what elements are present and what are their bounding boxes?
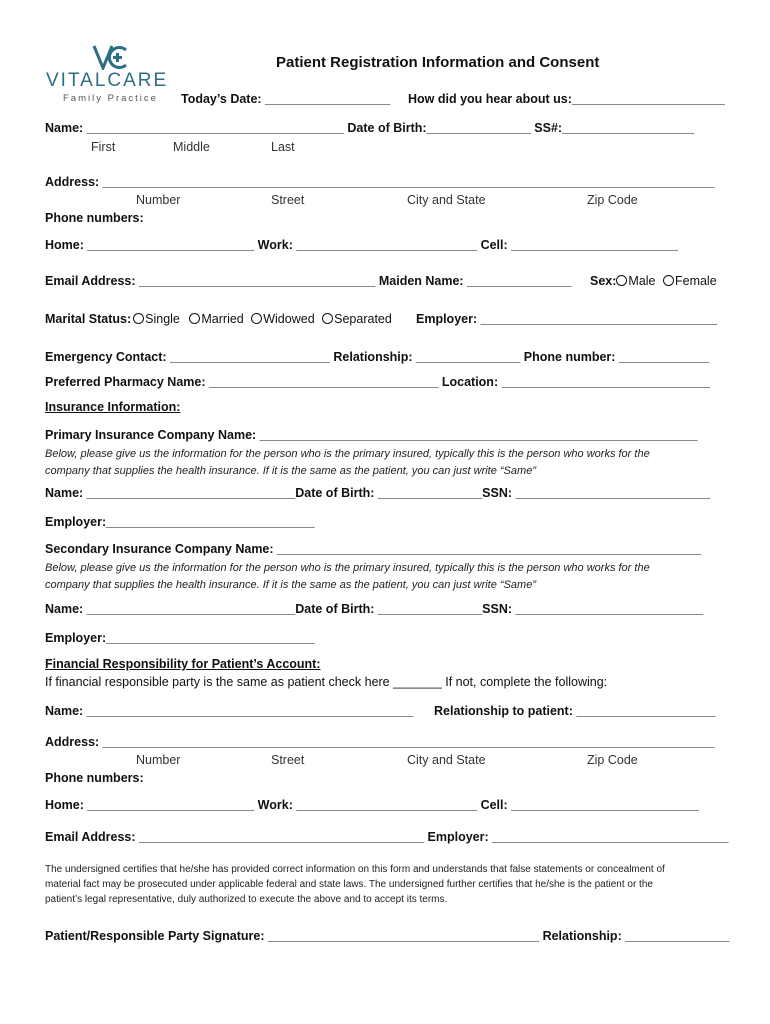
sublabel-street: Street [271, 193, 305, 207]
marital-single-label: Single [145, 312, 180, 326]
sex-label: Sex: [590, 274, 617, 288]
emergency-contact-field[interactable]: Emergency Contact: _______________________ Relationship: _______________ Phone number: _____________ [45, 350, 710, 364]
responsible-email-employer-field[interactable]: Email Address: _________________________________________ Employer: __________________________________ [45, 830, 729, 844]
primary-insured-note-2: company that supplies the health insurance. If it is the same as the patient, you can just write “Same” [45, 465, 536, 477]
logo-brand: VITALCARE [46, 70, 169, 91]
patient-name-dob-ss-field[interactable]: Name: _____________________________________ Date of Birth:_______________ SS#:___________________ [45, 121, 695, 135]
sex-female-radio[interactable] [663, 275, 674, 286]
marital-status-group [45, 312, 392, 326]
resp-sublabel-zip: Zip Code [587, 753, 638, 767]
secondary-insured-note-2: company that supplies the health insurance. If it is the same as the patient, you can just write “Same” [45, 579, 536, 591]
logo-tagline: Family Practice [63, 93, 158, 104]
employer-field[interactable]: Employer: __________________________________ [416, 312, 717, 326]
sex-male-radio[interactable] [616, 275, 627, 286]
sex-female-label: Female [674, 274, 717, 288]
page-title: Patient Registration Information and Consent [276, 54, 600, 71]
responsible-address-field[interactable]: Address: ________________________________________________________________________________________ [45, 735, 715, 749]
resp-sublabel-street: Street [271, 753, 305, 767]
primary-insured-employer-field[interactable]: Employer:______________________________ [45, 515, 315, 529]
sublabel-zip: Zip Code [587, 193, 638, 207]
primary-insured-note-1: Below, please give us the information for the person who is the primary insured, typically this is the person who works for the [45, 448, 650, 460]
resp-sublabel-city-state: City and State [407, 753, 486, 767]
heard-about-field[interactable]: How did you hear about us:______________________ [408, 92, 725, 106]
responsible-phones-field[interactable]: Home: ________________________ Work: __________________________ Cell: ___________________________ [45, 798, 699, 812]
marital-widowed-label: Widowed [263, 312, 315, 326]
primary-insured-name-field[interactable]: Name: ______________________________Date of Birth: _______________SSN: ____________________________ [45, 486, 711, 500]
primary-insurance-field[interactable]: Primary Insurance Company Name: _______________________________________________________________ [45, 428, 698, 442]
phone-numbers-label: Phone numbers: [45, 211, 144, 225]
secondary-insured-name-field[interactable]: Name: ______________________________Date of Birth: _______________SSN: ___________________________ [45, 602, 704, 616]
financial-intro[interactable]: If financial responsible party is the same as patient check here _______ If not, complete the following: [45, 675, 608, 689]
marital-separated-label: Separated [334, 312, 392, 326]
consent-line-3: patient’s legal representative, duly authorized to execute the above and to accept its terms. [45, 894, 448, 905]
secondary-insured-note-1: Below, please give us the information for the person who is the primary insured, typically this is the person who works for the [45, 562, 650, 574]
financial-heading: Financial Responsibility for Patient’s Account: [45, 657, 321, 671]
patient-phones-field[interactable]: Home: ________________________ Work: __________________________ Cell: ________________________ [45, 238, 678, 252]
sublabel-number: Number [136, 193, 181, 207]
secondary-insured-employer-field[interactable]: Employer:______________________________ [45, 631, 315, 645]
sublabel-city-state: City and State [407, 193, 486, 207]
marital-widowed-radio[interactable] [251, 313, 262, 324]
sublabel-first: First [91, 140, 116, 154]
sex-male-label: Male [628, 274, 656, 288]
resp-sublabel-number: Number [136, 753, 181, 767]
marital-single-radio[interactable] [133, 313, 144, 324]
todays-date-field[interactable]: Today’s Date: __________________ [181, 92, 391, 106]
insurance-heading: Insurance Information: [45, 400, 181, 414]
relationship-to-patient-field[interactable]: Relationship to patient: ____________________ [434, 704, 716, 718]
sex-group [590, 274, 717, 288]
marital-status-label: Marital Status: [45, 312, 132, 326]
pharmacy-field[interactable]: Preferred Pharmacy Name: _________________________________ Location: ______________________________ [45, 375, 711, 389]
marital-married-radio[interactable] [189, 313, 200, 324]
responsible-name-field[interactable]: Name: _______________________________________________ [45, 704, 414, 718]
vitalcare-logo-icon [92, 44, 130, 70]
marital-married-label: Married [201, 312, 244, 326]
sublabel-last: Last [271, 140, 295, 154]
signature-field[interactable]: Patient/Responsible Party Signature: _______________________________________ Relationship: _______________ [45, 929, 730, 943]
secondary-insurance-field[interactable]: Secondary Insurance Company Name: _____________________________________________________________ [45, 542, 702, 556]
consent-line-2: material fact may be prosecuted under applicable federal and state laws. The undersigned further certifies that he/she is the patient or the [45, 879, 653, 890]
marital-separated-radio[interactable] [322, 313, 333, 324]
resp-phone-numbers-label: Phone numbers: [45, 771, 144, 785]
consent-line-1: The undersigned certifies that he/she has provided correct information on this form and understands that false statements or concealment of [45, 864, 665, 875]
email-maiden-field[interactable]: Email Address: __________________________________ Maiden Name: _______________ [45, 274, 572, 288]
patient-address-field[interactable]: Address: ________________________________________________________________________________________ [45, 175, 715, 189]
sublabel-middle: Middle [173, 140, 210, 154]
